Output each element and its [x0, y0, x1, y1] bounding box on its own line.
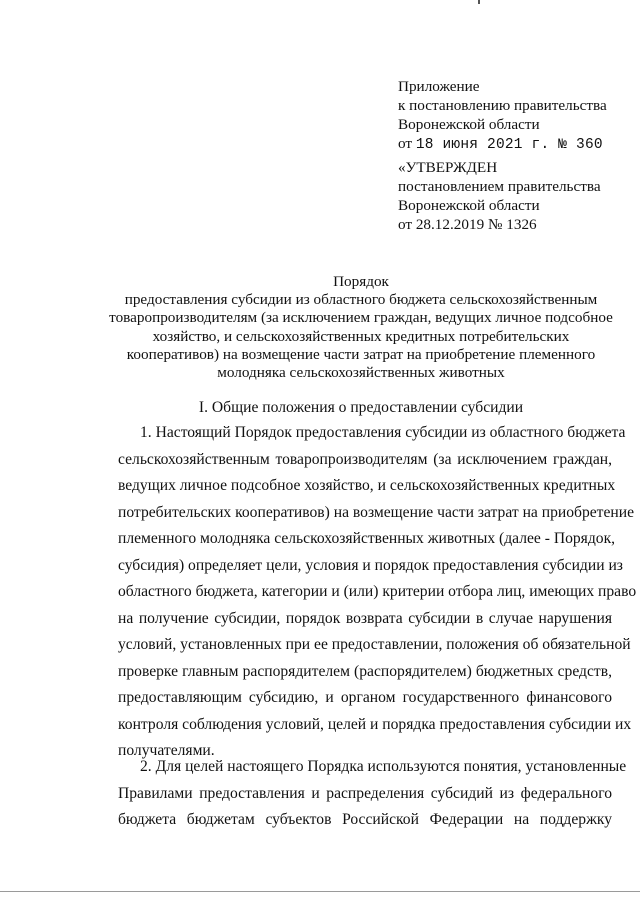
title-line: молодняка сельскохозяйственных животных [217, 364, 505, 382]
approved-by: постановлением правительства [398, 178, 601, 195]
paragraph-line: бюджета бюджетам субъектов Российской Федерации на поддержку [118, 811, 612, 828]
appendix-resolution-ref: к постановлению правительства [398, 97, 607, 114]
document-title [60, 273, 640, 382]
appendix-region: Воронежской области [398, 116, 540, 133]
paragraph-line: Правилами предоставления и распределения субсидий из федерального [118, 784, 612, 802]
paragraph-line: племенного молодняка сельскохозяйственных животных (далее - Порядок, [118, 530, 616, 547]
paragraph-line: областного бюджета, категории и (или) критерии отбора лиц, имеющих право [118, 583, 637, 600]
paragraph-line: на получение субсидии, порядок возврата субсидии в случае нарушения [118, 609, 612, 627]
approved-region: Воронежской области [398, 197, 540, 214]
title-line: предоставления субсидии из областного бюджета сельскохозяйственным [124, 291, 598, 309]
paragraph-2 [118, 754, 627, 834]
scan-mark [478, 0, 480, 4]
title-line: хозяйство, и сельскохозяйственных кредитных потребительских [152, 327, 570, 345]
approved-block [398, 158, 601, 234]
paragraph-line: получателями. [118, 742, 215, 759]
paragraph-1 [118, 420, 637, 765]
paragraph-line: условий, установленных при ее предоставлении, положения об обязательной [118, 636, 631, 653]
paragraph-line: проверке главным распорядителем (распорядителем) бюджетных средств, [118, 662, 612, 680]
appendix-date-line [398, 134, 607, 155]
paragraph-line: контроля соблюдения условий, целей и порядка предоставления субсидии их [118, 715, 632, 733]
section-heading: I. Общие положения о предоставлении субсидии [198, 399, 524, 416]
paragraph-line: ведущих личное подсобное хозяйство, и сельскохозяйственных кредитных [118, 477, 616, 494]
appendix-label: Приложение [398, 78, 480, 95]
appendix-date-number: 18 июня 2021 г. № 360 [415, 137, 603, 153]
title-line: кооперативов) на возмещение части затрат на приобретение племенного [126, 345, 596, 363]
paragraph-line: 1. Настоящий Порядок предоставления субсидии из областного бюджета [140, 424, 626, 441]
paragraph-line: потребительских кооперативов) на возмещение части затрат на приобретение [118, 503, 635, 521]
paragraph-line: 2. Для целей настоящего Порядка используются понятия, установленные [140, 758, 627, 775]
approved-date-number: от 28.12.2019 № 1326 [398, 216, 537, 233]
title-heading: Порядок [333, 273, 389, 290]
appendix-date-prefix: от [398, 135, 416, 152]
title-line: товаропроизводителям (за исключением граждан, ведущих личное подсобное [109, 309, 613, 327]
paragraph-line: субсидия) определяет цели, условия и порядок предоставления субсидии из [118, 556, 623, 574]
approved-label: «УТВЕРЖДЕН [398, 159, 498, 176]
paragraph-line: сельскохозяйственным товаропроизводителям (за исключением граждан, [118, 450, 612, 468]
paragraph-line: предоставляющим субсидию, и органом государственного финансового [118, 689, 612, 706]
page-bottom-edge [0, 891, 640, 892]
appendix-block [398, 77, 607, 155]
